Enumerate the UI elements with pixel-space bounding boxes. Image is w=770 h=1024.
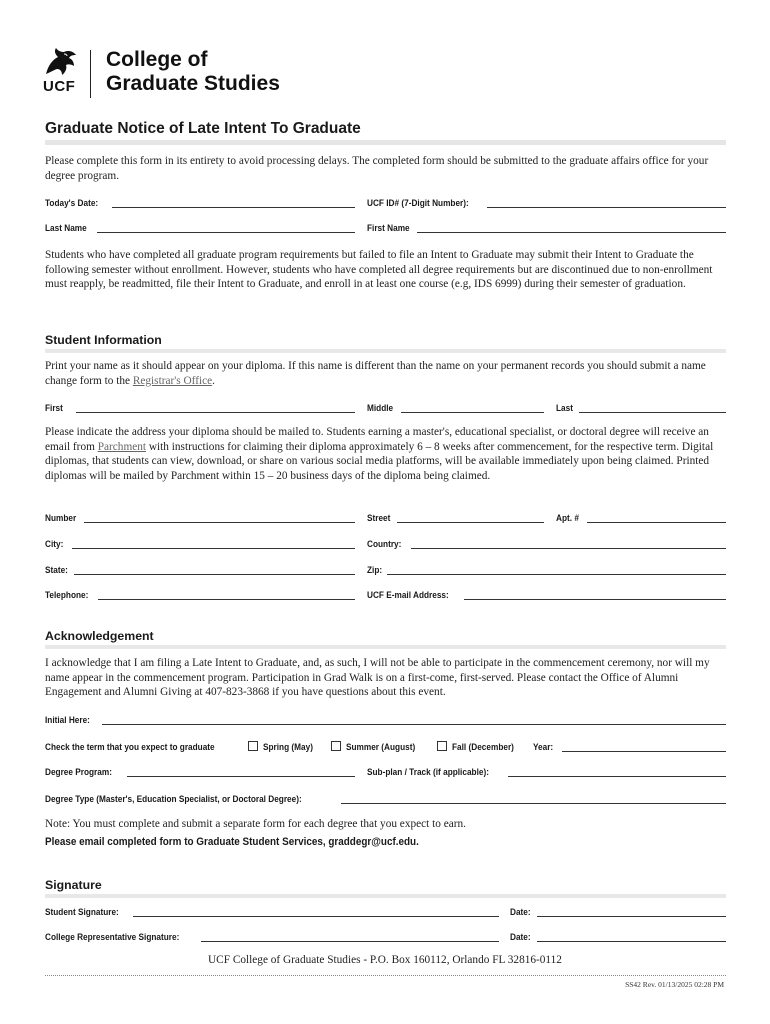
instructions-text: Please complete this form in its entirety to avoid processing delays. The completed form should be submitted to the graduate affairs office for your degree program. (45, 155, 709, 182)
summer-label: Summer (August) (346, 742, 416, 753)
separate-form-note: Note: You must complete and submit a separate form for each degree that you expect to earn. (45, 818, 466, 830)
student-signature-field[interactable] (133, 916, 499, 917)
footer-address: UCF College of Graduate Studies - P.O. Box 160112, Orlando FL 32816-0112 (208, 954, 562, 966)
last-name-field[interactable] (97, 232, 355, 233)
city-field[interactable] (72, 548, 355, 549)
diploma-first-label: First (45, 403, 63, 414)
rep-signature-date-label: Date: (510, 932, 531, 943)
student-signature-label: Student Signature: (45, 907, 119, 918)
city-label: City: (45, 539, 64, 550)
fall-checkbox[interactable] (437, 741, 447, 751)
student-signature-date-field[interactable] (537, 916, 726, 917)
address-number-field[interactable] (84, 522, 355, 523)
zip-field[interactable] (387, 574, 726, 575)
acknowledgement-text: I acknowledge that I am filing a Late Intent to Graduate, and, as such, I will not be able to participate in the commencement ceremony, nor will my name appear in the commencement program. Participation in Grad Walk is on a first-come, first-served. Please contact the Office of Alumni Engagement and Alumni Giving at 407-823-3868 if you have questions about this event. (45, 657, 710, 699)
country-field[interactable] (411, 548, 726, 549)
year-label: Year: (533, 742, 554, 753)
email-instruction: Please email completed form to Graduate Student Services, graddegr@ucf.edu. (45, 836, 419, 848)
degree-type-field[interactable] (341, 803, 726, 804)
first-name-label: First Name (367, 223, 410, 234)
section-divider (45, 349, 726, 353)
initial-here-label: Initial Here: (45, 715, 90, 726)
fall-label: Fall (December) (452, 742, 514, 753)
summer-checkbox[interactable] (331, 741, 341, 751)
rep-signature-label: College Representative Signature: (45, 932, 180, 943)
telephone-field[interactable] (98, 599, 355, 600)
year-field[interactable] (562, 751, 726, 752)
student-signature-date-label: Date: (510, 907, 531, 918)
section-title-acknowledgement: Acknowledgement (45, 629, 154, 643)
college-name-line2: Graduate Studies (106, 72, 280, 95)
diploma-first-field[interactable] (76, 412, 355, 413)
telephone-label: Telephone: (45, 590, 89, 601)
footer-divider (45, 975, 726, 976)
title-divider (45, 140, 726, 145)
mailing-address-text: Please indicate the address your diploma should be mailed to. Students earning a master's, educational specialist, or doctoral degree will receive an email from Parchment with instructions for claiming their diploma approximately 6 – 8 weeks after commencement, for the respective term. Digital diplomas, that students can view, download, or share on various social media platforms, will be available immediately upon being claimed. Printed diplomas will be mailed by Parchment within 15 – 20 business days of the diploma being claimed. (45, 426, 714, 482)
parchment-link[interactable]: Parchment (97, 440, 147, 453)
diploma-last-field[interactable] (579, 412, 726, 413)
todays-date-field[interactable] (112, 207, 355, 208)
initial-here-field[interactable] (102, 724, 726, 725)
graduation-term-label: Check the term that you expect to graduate (45, 742, 215, 753)
street-field[interactable] (397, 522, 544, 523)
revision-stamp: SS42 Rev. 01/13/2025 02:28 PM (625, 980, 724, 989)
street-label: Street (367, 513, 391, 524)
degree-type-label: Degree Type (Master's, Education Specialist, or Doctoral Degree): (45, 794, 302, 805)
diploma-middle-label: Middle (367, 403, 394, 414)
print-name-text: Print your name as it should appear on your diploma. If this name is different than the name on your permanent records you should submit a name change form to the Registrar's Office. (45, 360, 706, 387)
logo-divider (90, 50, 91, 98)
policy-text: Students who have completed all graduate program requirements but failed to file an Intent to Graduate may submit their Intent to Graduate the following semester without enrollment. However, students who have completed all degree requirements but are discontinued due to non-enrollment must reapply, be readmitted, file their Intent to Graduate, and enroll in at least one course (e.g, IDS 6999) during their semester of graduation. (45, 249, 713, 291)
rep-signature-date-field[interactable] (537, 941, 726, 942)
spring-label: Spring (May) (263, 742, 313, 753)
section-divider (45, 894, 726, 898)
ucf-wordmark: UCF (43, 78, 76, 95)
section-title-signature: Signature (45, 878, 102, 892)
zip-label: Zip: (367, 565, 383, 576)
ucf-id-field[interactable] (487, 207, 726, 208)
apt-field[interactable] (587, 522, 726, 523)
degree-program-label: Degree Program: (45, 767, 112, 778)
ucf-id-label: UCF ID# (7-Digit Number): (367, 198, 469, 209)
address-number-label: Number (45, 513, 77, 524)
diploma-middle-field[interactable] (401, 412, 544, 413)
rep-signature-field[interactable] (201, 941, 499, 942)
apt-label: Apt. # (556, 513, 579, 524)
state-label: State: (45, 565, 68, 576)
ucf-email-label: UCF E-mail Address: (367, 590, 449, 601)
section-divider (45, 645, 726, 649)
registrars-office-link[interactable]: Registrar's Office (132, 374, 213, 387)
college-logo (42, 44, 312, 100)
form-title: Graduate Notice of Late Intent To Graduate (45, 120, 361, 137)
college-name-line1: College of (106, 48, 208, 71)
ucf-email-field[interactable] (464, 599, 726, 600)
subplan-field[interactable] (508, 776, 726, 777)
diploma-last-label: Last (556, 403, 573, 414)
state-field[interactable] (74, 574, 355, 575)
country-label: Country: (367, 539, 402, 550)
todays-date-label: Today's Date: (45, 198, 99, 209)
spring-checkbox[interactable] (248, 741, 258, 751)
last-name-label: Last Name (45, 223, 87, 234)
first-name-field[interactable] (417, 232, 726, 233)
degree-program-field[interactable] (127, 776, 355, 777)
college-name (106, 48, 280, 96)
section-title-student-information: Student Information (45, 333, 162, 347)
subplan-label: Sub-plan / Track (if applicable): (367, 767, 489, 778)
pegasus-icon (42, 46, 78, 78)
